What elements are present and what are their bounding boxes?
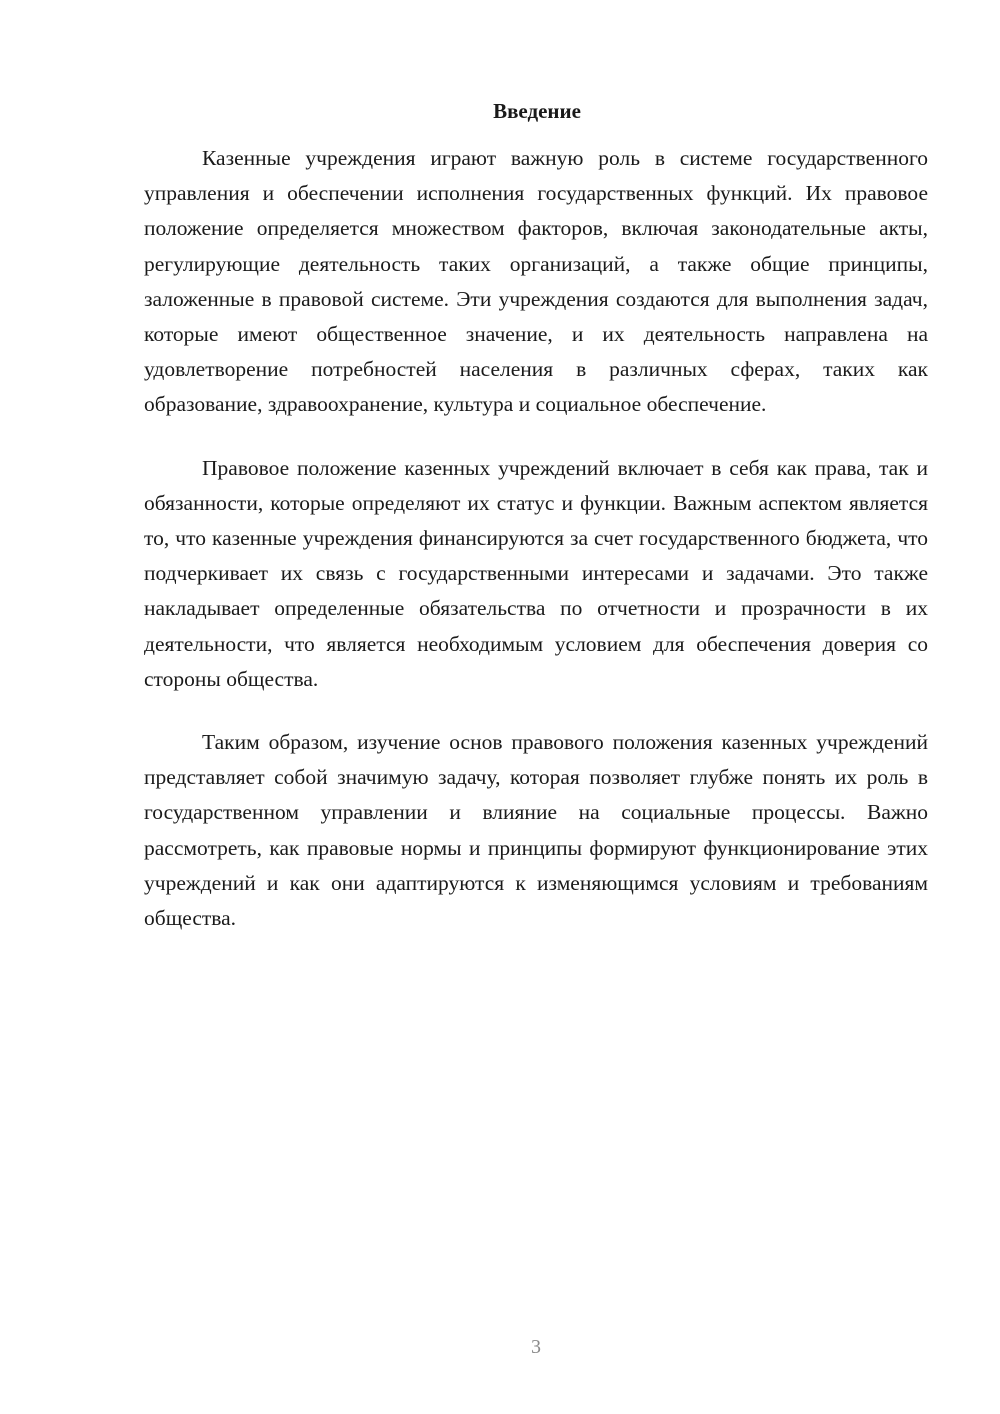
paragraph-2: Правовое положение казенных учреждений включает в себя как права, так и обязанности, которые определяют их статус и функции. Важным аспектом является то, что казенные учреждения финансируются за счет государственного бюджета, что подчеркивает их связь с государственными интересами и задачами. Это также накладывает определенные обязательства по отчетности и прозрачности в их деятельности, что является необходимым условием для обеспечения доверия со стороны общества.	[144, 455, 928, 691]
paragraph-3: Таким образом, изучение основ правового положения казенных учреждений представляет собой значимую задачу, которая позволяет глубже понять их роль в государственном управлении и влияние на социальные процессы. Важно рассмотреть, как правовые нормы и принципы формируют функционирование этих учреждений и как они адаптируются к изменяющимся условиям и требованиям общества.	[144, 730, 928, 931]
page-number: 3	[531, 1336, 541, 1358]
page-body	[144, 96, 928, 936]
section-title: Введение	[493, 99, 581, 123]
paragraph-1: Казенные учреждения играют важную роль в системе государственного управления и обеспечении исполнения государственных функций. Их правовое положение определяется множеством факторов, включая законодательные акты, регулирующие деятельность таких организаций, а также общие принципы, заложенные в правовой системе. Эти учреждения создаются для выполнения задач, которые имеют общественное значение, и их деятельность направлена на удовлетворение потребностей населения в различных сферах, таких как образование, здравоохранение, культура и социальное обеспечение.	[144, 146, 928, 417]
